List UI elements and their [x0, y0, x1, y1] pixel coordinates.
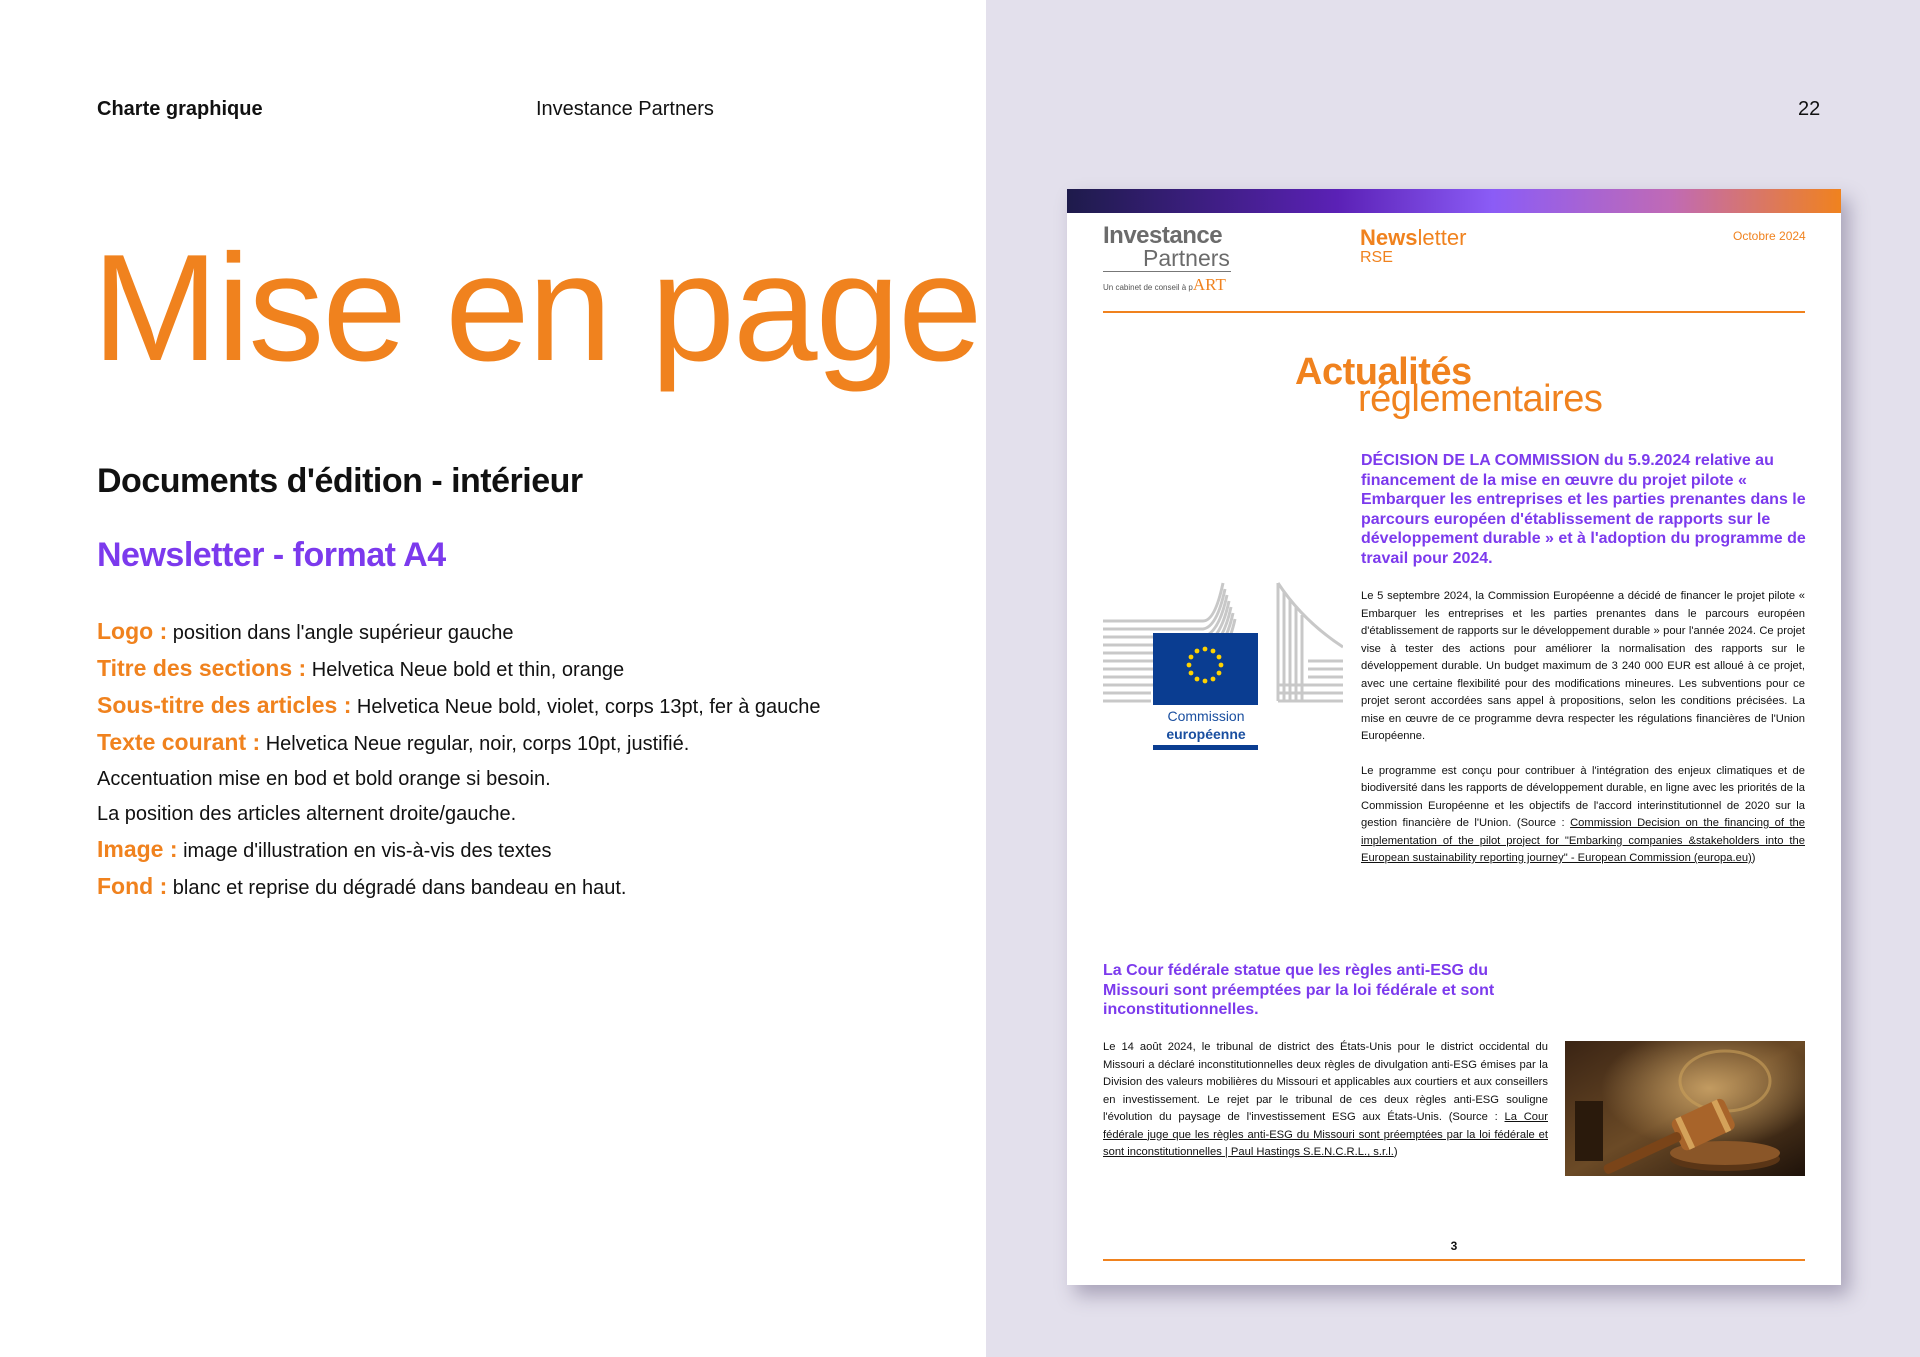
- page-number: 22: [1798, 98, 1821, 120]
- doc-title: Charte graphique: [97, 98, 263, 120]
- newsletter-title: Newsletter: [1360, 225, 1467, 250]
- divider: [1103, 311, 1805, 313]
- european-commission-logo-image: [1103, 581, 1343, 761]
- article2-title: La Cour fédérale statue que les règles anti-ESG du Missouri sont préemptées par la loi fédérale et sont inconstitutionnelles.: [1103, 962, 1495, 1018]
- rule-image: Image : image d'illustration en vis-à-vis des textes: [97, 836, 552, 862]
- rule-article-subtitles: Sous-titre des articles : Helvetica Neue bold, violet, corps 13pt, fer à gauche: [97, 692, 821, 718]
- newsletter-subtitle: RSE: [1360, 249, 1393, 266]
- page-title: Mise en page: [92, 223, 981, 393]
- article1-source-link[interactable]: Commission Decision on the financing of the implementation of the pilot project for "Embarking companies &stakeholders into the European sustainability reporting journey" - European Commission (europa.eu): [1361, 817, 1805, 864]
- svg-text:européenne: européenne: [1166, 726, 1246, 742]
- rule-emphasis: Accentuation mise en bod et bold orange si besoin.: [97, 768, 551, 790]
- newsletter-date: Octobre 2024: [1733, 229, 1806, 243]
- newsletter-page-number: 3: [1450, 1239, 1458, 1253]
- gradient-band: [1067, 189, 1841, 213]
- article1-para1: Le 5 septembre 2024, la Commission Européenne a décidé de financer le projet pilote « Embarquer les entreprises et les parties prenantes dans le parcours européen d'établissement de rapports sur le développement durable » pour l'année 2024. Ce projet vise à tester des actions pour améliorer la normalisation des rapports sur le développement durable. Un budget maximum de 3 240 000 EUR est alloué à ce projet, avec une certaine flexibilité pour des modifications mineures. Les subventions pour ce projet seront accordées sans appel à propositions, selon les conditions précisées. La mise en œuvre de ce programme devra respecter les régulations financières de l'Union Européenne.: [1361, 590, 1805, 742]
- investance-logo: Investance Partners Un cabinet de conseil à pART: [1103, 222, 1230, 294]
- rule-logo: Logo : position dans l'angle supérieur gauche: [97, 618, 514, 644]
- article1-body: [1361, 588, 1805, 885]
- article2-body: Le 14 août 2024, le tribunal de district des États-Unis pour le district occidental du Missouri a déclaré inconstitutionnelles deux règles de divulgation anti-ESG émises par la Division des valeurs mobilières du Missouri et applicables aux courtiers et aux conseillers en investissement. Le rejet par le tribunal de ces deux règles anti-ESG souligne l'évolution du paysage de l'investissement ESG aux États-Unis. (Source : La Cour fédérale juge que les règles anti-ESG du Missouri sont préemptées par la loi fédérale et sont inconstitutionnelles | Paul Hastings S.E.N.C.R.L., s.r.l.): [1103, 1041, 1548, 1158]
- rule-background: Fond : blanc et reprise du dégradé dans bandeau en haut.: [97, 873, 627, 899]
- gavel-image: [1565, 1041, 1805, 1176]
- article2-source-link[interactable]: La Cour fédérale juge que les règles anti-ESG du Missouri sont préemptées par la loi fédérale et sont inconstitutionnelles | Paul Hastings S.E.N.C.R.L., s.r.l.: [1103, 1111, 1548, 1158]
- divider: [1103, 1259, 1805, 1261]
- section-subtitle: Newsletter - format A4: [97, 536, 446, 574]
- brand-name: Investance Partners: [536, 98, 714, 120]
- article1-para2: Le programme est conçu pour contribuer à l'intégration des enjeux climatiques et de biodiversité dans les rapports de développement durable, en ligne avec les priorités de la Commission Européenne et les objectifs de l'accord interinstitutionnel de 2020 sur la gestion financière de l'Union. (Source : Commission Decision on the financing of the implementation of the pilot project for "Embarking companies &stakeholders into the European sustainability reporting journey" - European Commission (europa.eu)): [1361, 764, 1805, 864]
- section-title: Documents d'édition - intérieur: [97, 462, 583, 500]
- section-heading-bold: Actualités: [1295, 351, 1472, 393]
- rule-body-text: Texte courant : Helvetica Neue regular, noir, corps 10pt, justifié.: [97, 729, 690, 755]
- article1-title: DÉCISION DE LA COMMISSION du 5.9.2024 relative au financement de la mise en œuvre du projet pilote « Embarquer les entreprises et les parties prenantes dans le parcours européen d'établissement de rapports sur le développement durable » et à l'adoption du programme de travail pour 2024.: [1361, 452, 1806, 567]
- newsletter-page: [1067, 189, 1841, 1285]
- rule-section-titles: Titre des sections : Helvetica Neue bold et thin, orange: [97, 655, 625, 681]
- layout-rules-list: [97, 614, 947, 906]
- rule-article-position: La position des articles alternent droite/gauche.: [97, 803, 517, 825]
- svg-text:Commission: Commission: [1167, 708, 1245, 724]
- section-heading-light: réglementaires: [1358, 378, 1603, 420]
